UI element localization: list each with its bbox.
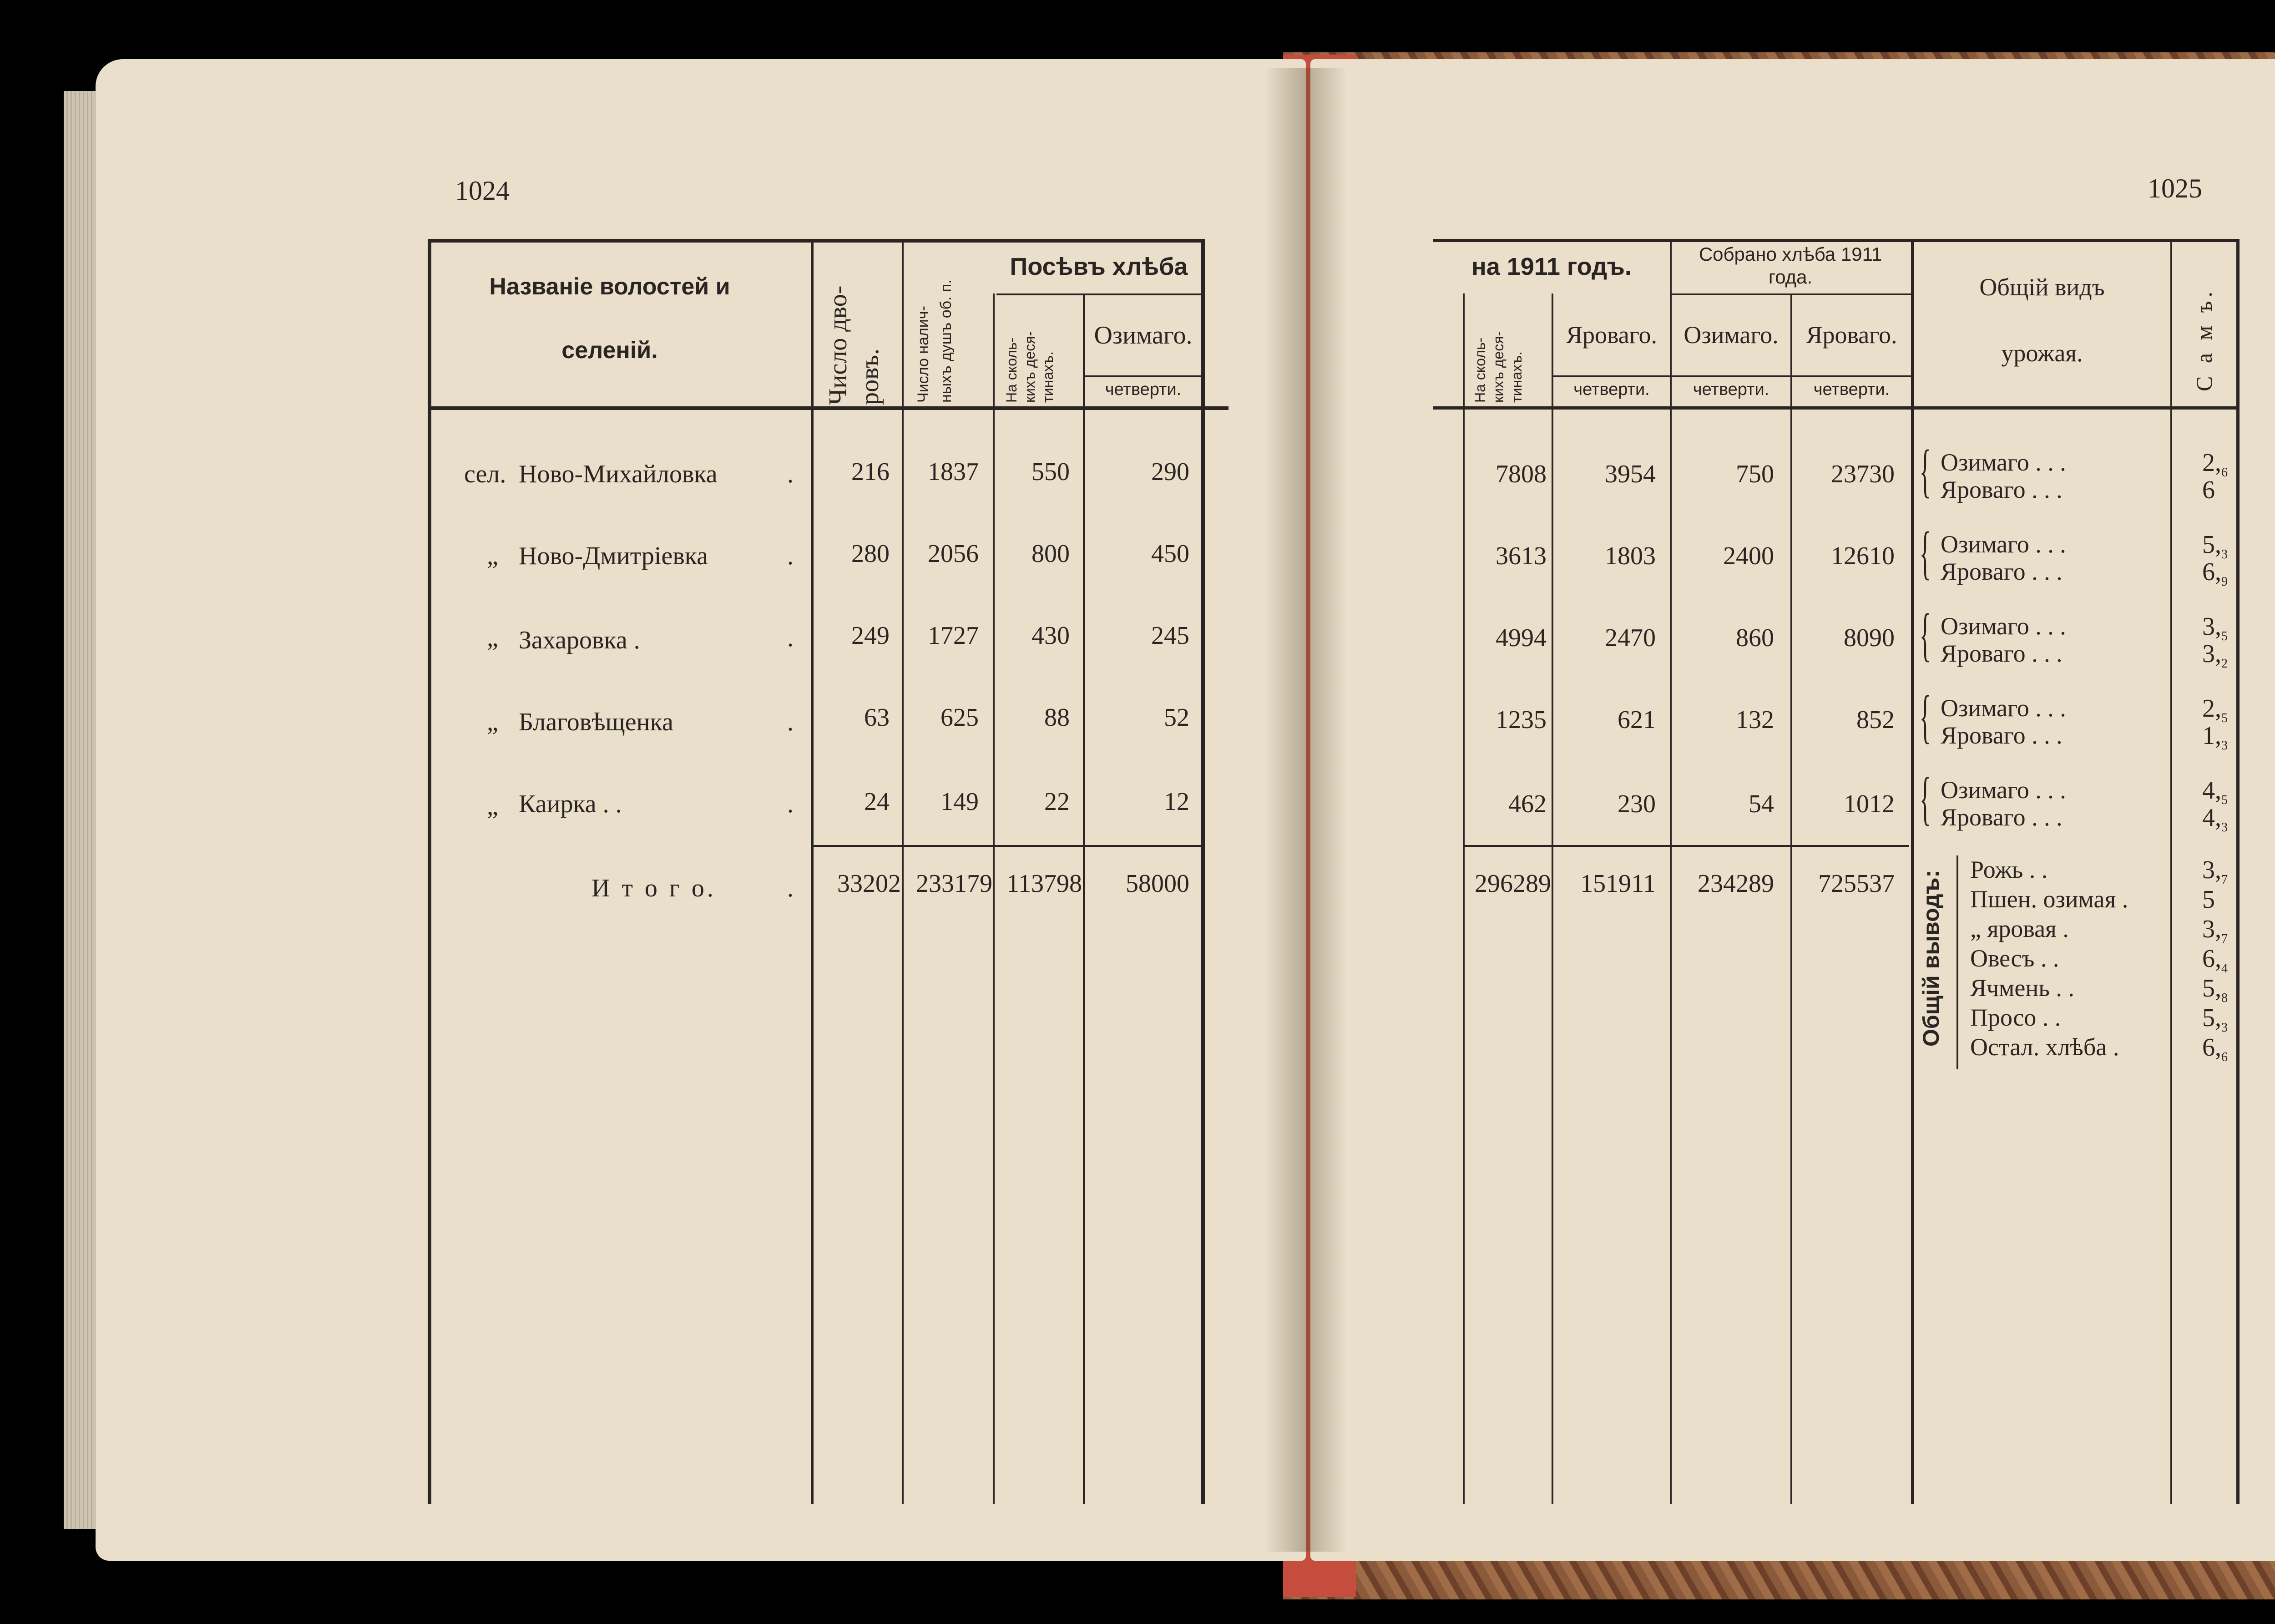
table-cell: 3 xyxy=(2221,1021,2228,1035)
header-winter: Озимаго. xyxy=(1094,321,1193,349)
table-cell: 450 xyxy=(1151,540,1189,568)
table-cell: „ xyxy=(487,542,498,570)
table-cell: 725537 xyxy=(1818,870,1895,898)
brace-mark: { xyxy=(1919,684,1931,749)
table-cell: . xyxy=(787,790,794,818)
table-cell: 63 xyxy=(864,703,890,732)
table-cell: 12610 xyxy=(1831,542,1895,570)
summary-label: Общій выводъ: xyxy=(1918,870,1944,1047)
header-collected-line2: года. xyxy=(1768,266,1813,288)
table-cell: „ яровая . xyxy=(1970,915,2069,942)
table-rule xyxy=(1552,375,1913,377)
table-cell: 2 xyxy=(2221,657,2228,671)
right-header-dess-line2: кихъ деся- xyxy=(1490,331,1507,403)
table-cell: 4 xyxy=(2221,961,2228,976)
table-cell: 12 xyxy=(1164,788,1189,816)
table-cell: 290 xyxy=(1151,458,1189,486)
table-cell: Захаровка . xyxy=(519,626,640,654)
table-cell: 8 xyxy=(2221,991,2228,1006)
table-cell: 24 xyxy=(864,788,890,816)
table-cell: 5 xyxy=(2221,629,2228,644)
table-cell: Яроваго . . . xyxy=(1941,722,2063,749)
yield-value xyxy=(2202,639,2228,671)
table-cell: Яроваго . . . xyxy=(1941,558,2063,585)
table-cell: . xyxy=(787,874,794,902)
table-cell: 3, xyxy=(2202,915,2221,943)
table-cell: Рожь . . xyxy=(1970,856,2048,883)
table-cell: 2056 xyxy=(928,540,979,568)
table-cell: 625 xyxy=(940,703,979,732)
table-cell: . xyxy=(787,708,794,736)
table-rule xyxy=(1433,406,2239,410)
table-rule xyxy=(1085,375,1201,377)
table-cell: „ xyxy=(487,624,498,652)
brace-mark: { xyxy=(1919,766,1931,831)
table-cell: 22 xyxy=(1044,788,1070,816)
header-sam: С а м ъ. xyxy=(2191,288,2217,391)
table-cell: 7 xyxy=(2221,873,2228,887)
header-dess-line3: тинахъ. xyxy=(1040,351,1056,403)
table-cell: 113798 xyxy=(1006,870,1082,898)
table-cell: 5, xyxy=(2202,974,2221,1002)
yield-value xyxy=(2202,855,2228,887)
table-rule xyxy=(1433,239,2239,242)
table-cell: 149 xyxy=(940,788,979,816)
yield-value xyxy=(2202,476,2215,507)
table-cell: 860 xyxy=(1736,624,1774,652)
table-cell: 23730 xyxy=(1831,460,1895,488)
yield-value xyxy=(2202,557,2228,589)
table-cell: 3, xyxy=(2202,612,2221,641)
table-rule xyxy=(812,845,1201,847)
table-cell: 1837 xyxy=(928,458,979,486)
table-cell: 132 xyxy=(1736,706,1774,734)
table-cell: . xyxy=(787,460,794,488)
table-cell: Яроваго . . . xyxy=(1941,804,2063,831)
table-cell: 233179 xyxy=(916,870,992,898)
table-cell: Озимаго . . . xyxy=(1941,531,2066,558)
table-cell: 6, xyxy=(2202,945,2221,973)
brace-mark: { xyxy=(1919,438,1931,504)
table-cell: 58000 xyxy=(1126,870,1189,898)
table-cell: Озимаго . . . xyxy=(1941,449,2066,476)
table-cell: 800 xyxy=(1031,540,1070,568)
table-rule xyxy=(2170,239,2172,1504)
header-sowing: Посѣвъ хлѣба xyxy=(1010,253,1188,280)
table-rule xyxy=(2236,239,2240,1504)
table-cell: 151911 xyxy=(1580,870,1656,898)
table-cell: 2400 xyxy=(1723,542,1774,570)
table-cell: . xyxy=(787,542,794,570)
table-cell: 280 xyxy=(851,540,890,568)
table-cell: 6 xyxy=(2221,465,2228,480)
header-quarters-1: четверти. xyxy=(1573,380,1650,399)
table-cell: 5, xyxy=(2202,1004,2221,1032)
table-cell: 216 xyxy=(851,458,890,486)
table-rule xyxy=(1911,239,1914,1504)
table-cell: 1803 xyxy=(1605,542,1656,570)
header-view-line2: урожая. xyxy=(2001,339,2083,367)
table-cell: 6 xyxy=(2202,476,2215,504)
table-cell: 245 xyxy=(1151,622,1189,650)
header-dess-line2: кихъ деся- xyxy=(1021,331,1038,403)
table-cell: Озимаго . . . xyxy=(1941,694,2066,722)
header-quarters-3: четверти. xyxy=(1813,380,1890,399)
yield-value xyxy=(2202,803,2228,835)
table-rule xyxy=(1201,239,1205,1504)
table-cell: 52 xyxy=(1164,703,1189,732)
table-cell: 1012 xyxy=(1844,790,1895,818)
yield-value xyxy=(2202,915,2228,946)
table-cell: . xyxy=(787,624,794,652)
header-collected-winter: Озимаго. xyxy=(1684,321,1779,349)
brace-mark: { xyxy=(1919,520,1931,586)
table-cell: сел. xyxy=(464,460,506,488)
page-number-right: 1025 xyxy=(2148,173,2202,203)
table-cell: 7808 xyxy=(1496,460,1547,488)
table-cell: „ xyxy=(487,708,498,736)
table-cell: 3, xyxy=(2202,640,2221,668)
table-cell: 3954 xyxy=(1605,460,1656,488)
table-rule xyxy=(428,239,431,1504)
table-cell: Ново-Дмитріевка xyxy=(519,542,708,570)
table-cell: 1727 xyxy=(928,622,979,650)
table-cell: 296289 xyxy=(1475,870,1551,898)
table-cell: 230 xyxy=(1618,790,1656,818)
header-view-line1: Общій видъ xyxy=(1979,273,2105,301)
table-cell: Пшен. озимая . xyxy=(1970,885,2128,913)
table-cell: И т о г о. xyxy=(592,874,716,902)
header-households-line2: ровъ. xyxy=(856,348,884,405)
table-cell: 3 xyxy=(2221,820,2228,835)
header-collected-spring: Яроваго. xyxy=(1806,321,1897,349)
table-cell: 8090 xyxy=(1844,624,1895,652)
yield-value xyxy=(2202,1003,2228,1035)
header-quarters: четверти. xyxy=(1105,380,1182,399)
table-cell: 3 xyxy=(2221,547,2228,562)
table-rule xyxy=(1463,845,1909,847)
table-cell: 5 xyxy=(2221,711,2228,726)
header-quarters-2: четверти. xyxy=(1693,380,1769,399)
table-cell: 249 xyxy=(851,622,890,650)
table-cell: 3, xyxy=(2202,856,2221,884)
right-header-dess-line3: тинахъ. xyxy=(1508,351,1525,403)
table-cell: 4, xyxy=(2202,804,2221,832)
header-spring: Яроваго. xyxy=(1566,321,1658,349)
table-cell: 550 xyxy=(1031,458,1070,486)
table-cell: 852 xyxy=(1856,706,1895,734)
right-header-dess-line1: На сколь- xyxy=(1472,337,1488,403)
table-cell: 3 xyxy=(2221,739,2228,753)
table-cell: 4994 xyxy=(1496,624,1547,652)
table-cell: 3613 xyxy=(1496,542,1547,570)
yield-value xyxy=(2202,885,2215,917)
table-cell: 430 xyxy=(1031,622,1070,650)
table-cell: Ячмень . . xyxy=(1970,974,2074,1002)
table-cell: 6, xyxy=(2202,558,2221,586)
table-cell: 234289 xyxy=(1698,870,1774,898)
table-cell: 462 xyxy=(1508,790,1547,818)
table-cell: Просо . . xyxy=(1970,1004,2061,1031)
table-cell: 7 xyxy=(2221,932,2228,946)
table-rule xyxy=(811,239,814,1504)
table-cell: Остал. хлѣба . xyxy=(1970,1033,2119,1061)
brace-mark: { xyxy=(1919,602,1931,668)
table-cell: 1, xyxy=(2202,722,2221,750)
yield-value xyxy=(2202,1033,2228,1065)
table-cell: Яроваго . . . xyxy=(1941,476,2063,503)
table-cell: 5, xyxy=(2202,531,2221,559)
book-gutter xyxy=(1265,68,1347,1552)
header-year: на 1911 годъ. xyxy=(1471,253,1632,280)
table-cell: 621 xyxy=(1618,706,1656,734)
yield-value xyxy=(2202,944,2228,976)
table-cell: 9 xyxy=(2221,575,2228,589)
table-cell: Ново-Михайловка xyxy=(519,460,718,488)
table-cell: 33202 xyxy=(837,870,901,898)
yield-value xyxy=(2202,974,2228,1006)
table-cell: Благовѣщенка xyxy=(519,708,673,736)
header-name-line1: Названіе волостей и xyxy=(489,273,730,300)
table-cell: Озимаго . . . xyxy=(1941,612,2066,640)
table-cell: 6 xyxy=(2221,1050,2228,1065)
table-cell: Овесъ . . xyxy=(1970,945,2059,972)
header-households-line1: Число дво- xyxy=(824,285,852,405)
table-cell: Яроваго . . . xyxy=(1941,640,2063,667)
table-cell: 88 xyxy=(1044,703,1070,732)
table-cell: 5 xyxy=(2221,793,2228,808)
table-cell: 1235 xyxy=(1496,706,1547,734)
table-cell: 2, xyxy=(2202,694,2221,723)
header-souls-line1: Число налич- xyxy=(915,306,932,403)
table-cell: 54 xyxy=(1749,790,1774,818)
table-cell: 750 xyxy=(1736,460,1774,488)
table-cell: 2470 xyxy=(1605,624,1656,652)
yield-value xyxy=(2202,721,2228,753)
table-rule xyxy=(1956,855,1958,1069)
table-cell: 5 xyxy=(2202,885,2215,914)
table-cell: Каирка . . xyxy=(519,790,622,818)
table-cell: Озимаго . . . xyxy=(1941,776,2066,804)
table-rule xyxy=(996,293,1201,295)
table-rule xyxy=(428,239,1201,243)
table-rule xyxy=(428,406,1228,410)
header-name-line2: селеній. xyxy=(561,337,658,364)
table-cell: „ xyxy=(487,792,498,820)
page-number-left: 1024 xyxy=(455,176,510,206)
header-souls-line2: ныхъ душъ об. п. xyxy=(937,279,955,403)
header-collected-line1: Собрано хлѣба 1911 xyxy=(1699,243,1882,265)
header-dess-line1: На сколь- xyxy=(1003,337,1020,403)
table-cell: 6, xyxy=(2202,1033,2221,1062)
table-cell: 2, xyxy=(2202,449,2221,477)
table-cell: 4, xyxy=(2202,776,2221,804)
